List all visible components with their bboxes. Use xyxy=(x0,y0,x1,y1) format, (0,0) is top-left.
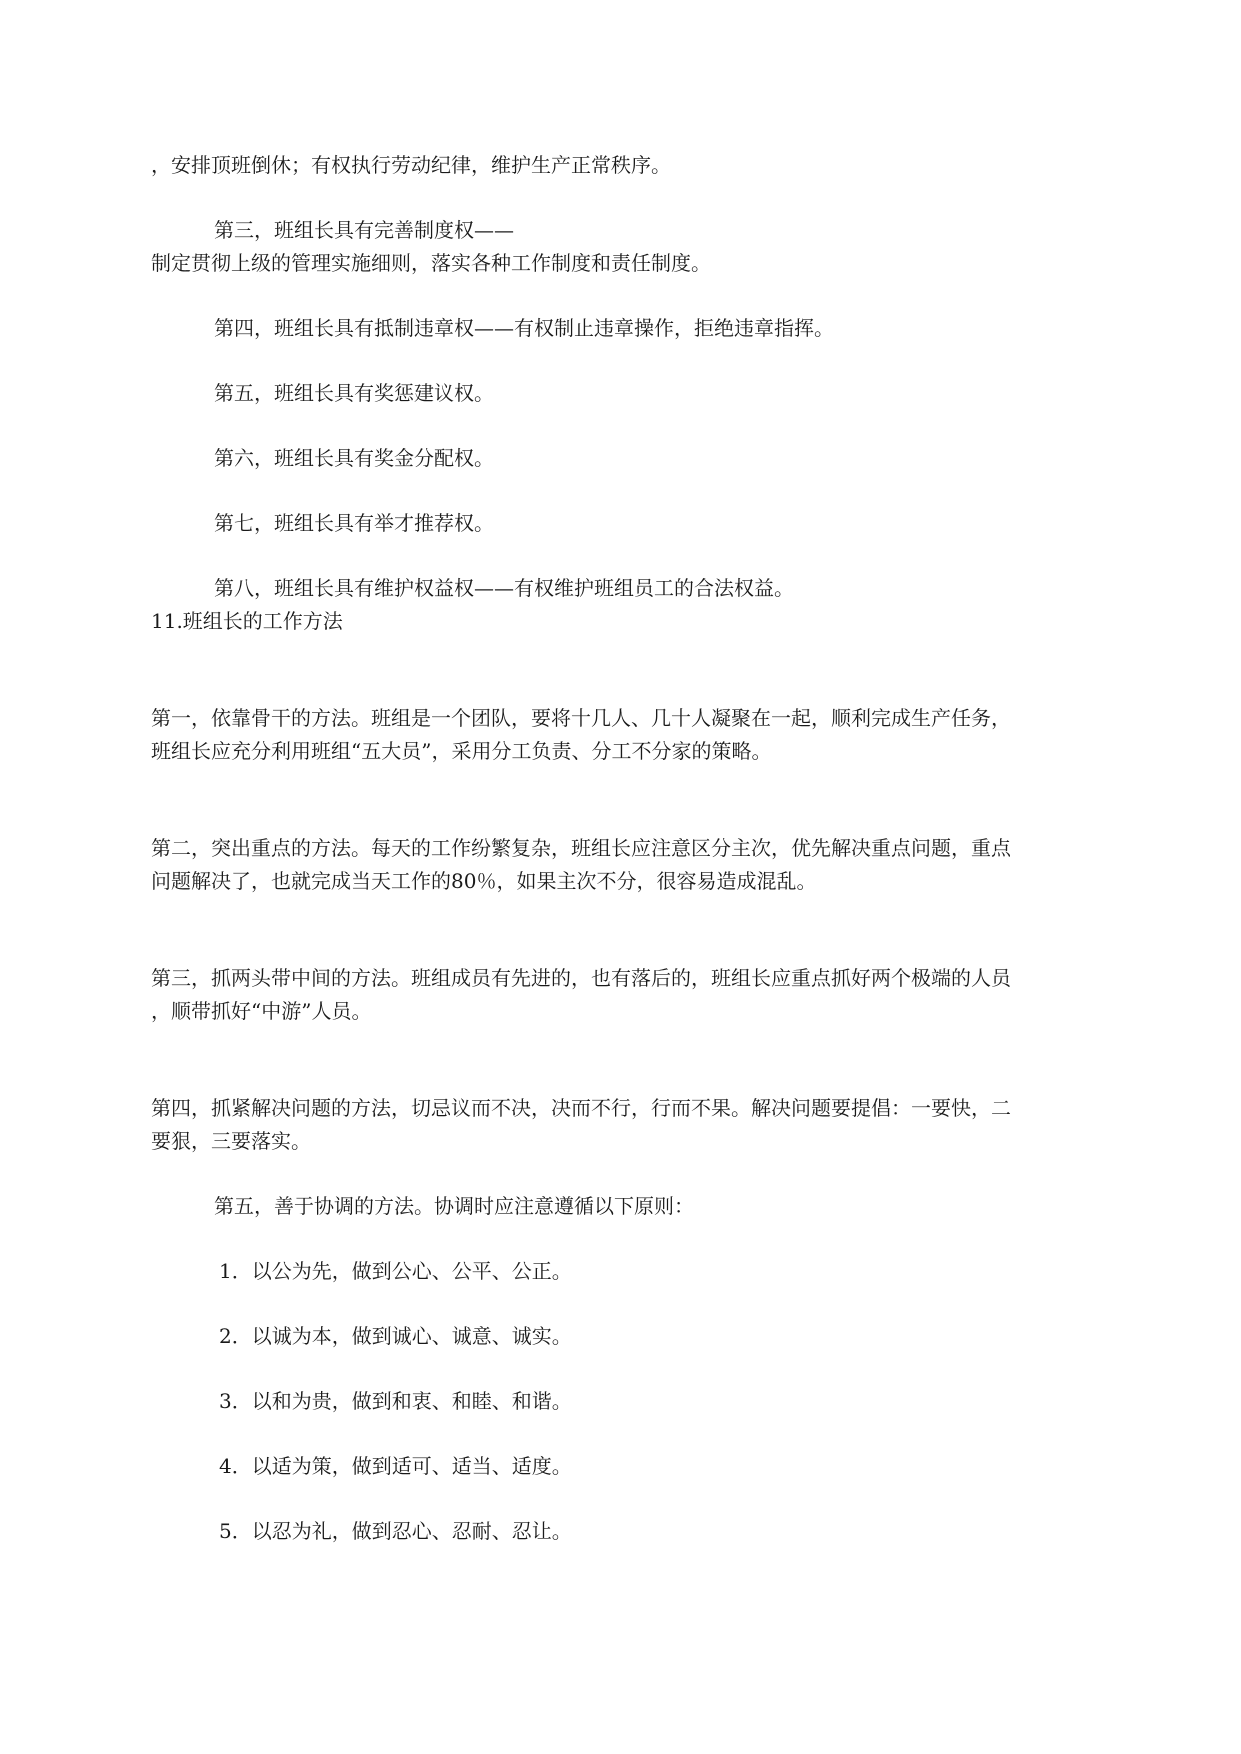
list-item: 4．以适为策，做到适可、适当、适度。 xyxy=(219,1454,572,1478)
text-line: 第七，班组长具有举才推荐权。 xyxy=(214,511,494,535)
text-line: 第一，依靠骨干的方法。班组是一个团队，要将十几人、几十人凝聚在一起，顺利完成生产任务， xyxy=(151,706,1011,730)
text-line: 问题解决了，也就完成当天工作的80％，如果主次不分，很容易造成混乱。 xyxy=(151,869,817,893)
list-item: 3．以和为贵，做到和衷、和睦、和谐。 xyxy=(219,1389,572,1413)
list-item: 5．以忍为礼，做到忍心、忍耐、忍让。 xyxy=(219,1519,572,1543)
section-heading: 11.班组长的工作方法 xyxy=(151,609,343,633)
text-line: 第四，班组长具有抵制违章权——有权制止违章操作，拒绝违章指挥。 xyxy=(214,316,834,340)
text-line: 第四，抓紧解决问题的方法，切忌议而不决，决而不行，行而不果。解决问题要提倡：一要快，二 xyxy=(151,1096,1011,1120)
text-line: 第八，班组长具有维护权益权——有权维护班组员工的合法权益。 xyxy=(214,576,794,600)
text-line: 第二，突出重点的方法。每天的工作纷繁复杂，班组长应注意区分主次，优先解决重点问题，重点 xyxy=(151,836,1011,860)
text-line: ，顺带抓好“中游”人员。 xyxy=(151,999,372,1023)
text-line: 要狠，三要落实。 xyxy=(151,1129,311,1153)
text-line: 制定贯彻上级的管理实施细则，落实各种工作制度和责任制度。 xyxy=(151,251,711,275)
text-line: 第五，班组长具有奖惩建议权。 xyxy=(214,381,494,405)
text-line: ，安排顶班倒休；有权执行劳动纪律，维护生产正常秩序。 xyxy=(151,153,671,177)
text-line: 第六，班组长具有奖金分配权。 xyxy=(214,446,494,470)
list-item: 1．以公为先，做到公心、公平、公正。 xyxy=(219,1259,572,1283)
text-line: 第三，班组长具有完善制度权—— xyxy=(214,218,514,242)
text-line: 班组长应充分利用班组“五大员”，采用分工负责、分工不分家的策略。 xyxy=(151,739,772,763)
text-line: 第三，抓两头带中间的方法。班组成员有先进的，也有落后的，班组长应重点抓好两个极端的人员 xyxy=(151,966,1011,990)
list-item: 2．以诚为本，做到诚心、诚意、诚实。 xyxy=(219,1324,572,1348)
text-line: 第五，善于协调的方法。协调时应注意遵循以下原则： xyxy=(214,1194,694,1218)
